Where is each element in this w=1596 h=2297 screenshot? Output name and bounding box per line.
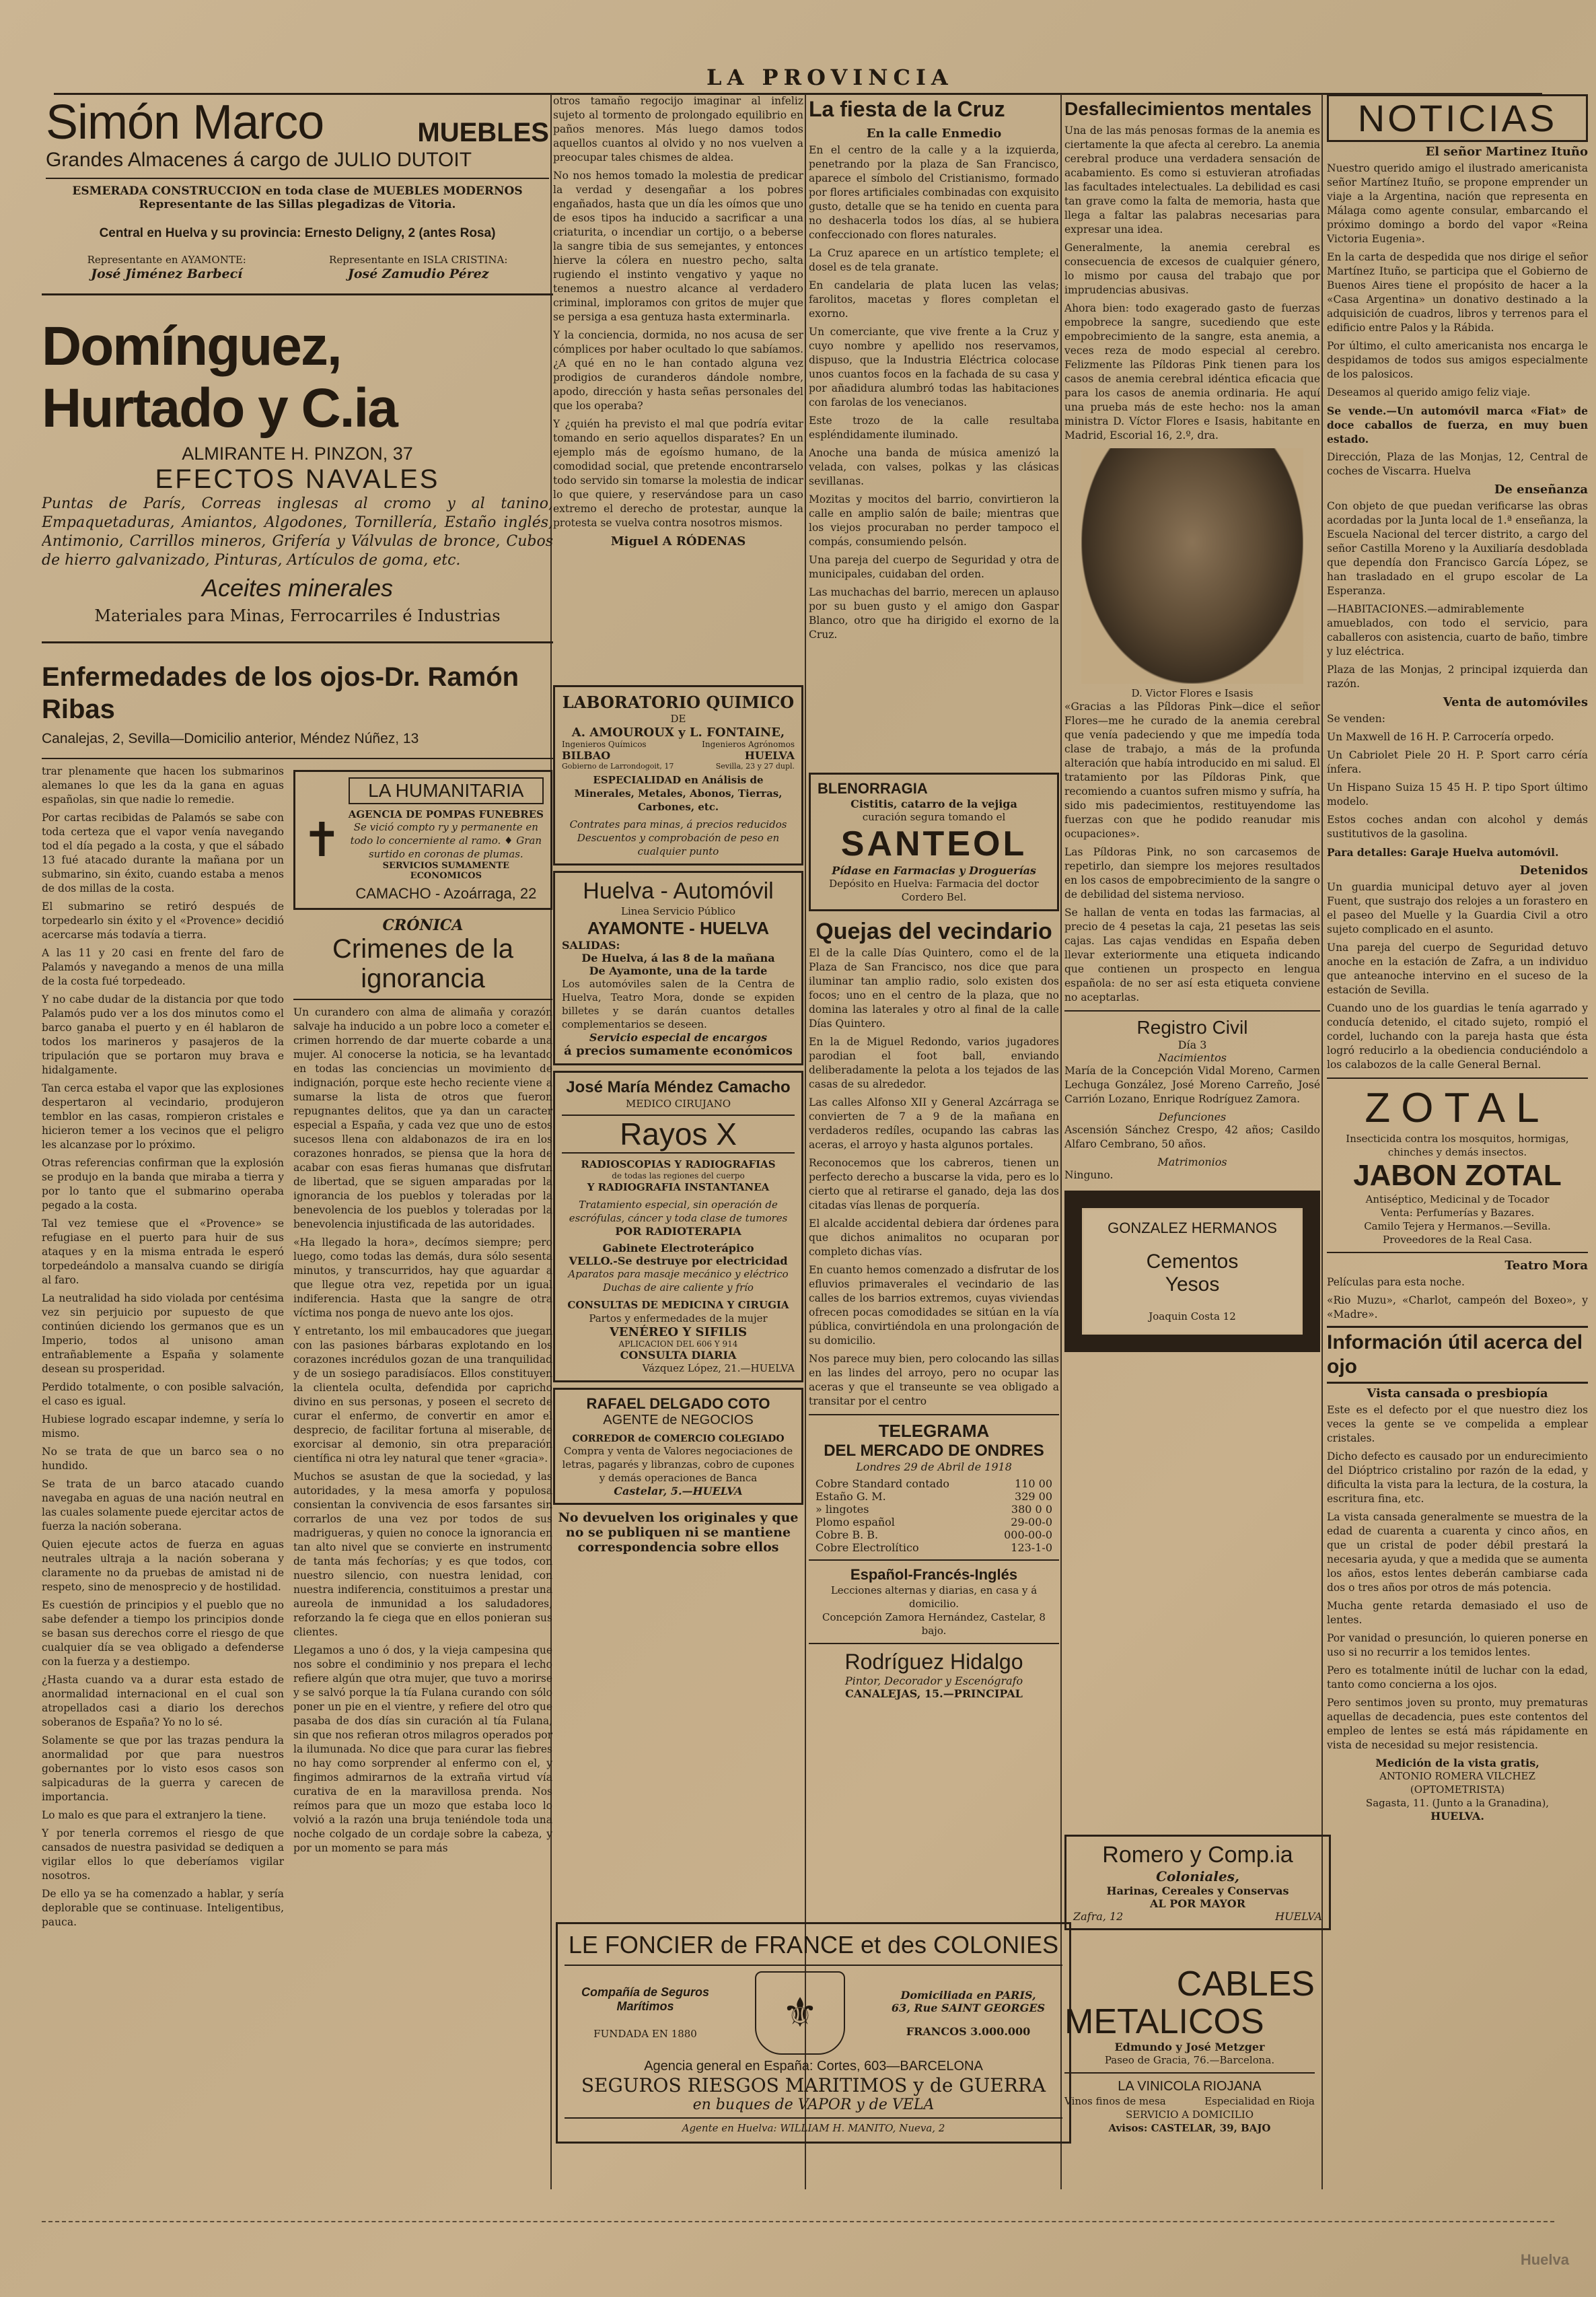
paragraph: El alcalde accidental debiera dar órdenes para que dichos animalitos no ocuparan por completo dichas vías. <box>809 1217 1059 1258</box>
santeol-cur: curación segura tomando el <box>862 811 1006 823</box>
humanitaria-name: LA HUMANITARIA <box>349 777 544 804</box>
paragraph: Llegamos a uno ó dos, y la vieja campesina que nos sobre el condiminio y nos prepara el lecho refiere algún que otra mujer, que tuvo a morirse y se salvó porque la tía Fulana curando con sólo poner un pie en el vientre, y refiere del otro que pasaba de dos días sin curación al tía Fulana, sin que nos refieran otros milagros operados por la ilumunada. No dice que para curar las fiebres no hay como sorprender al enfermo con el, y fingimos admirarnos de la extraña virtud vía curativa de en la maravillosa prenda. Nos reímos para que un mozo que estaba loco lo volvió a la razón una bruja teniéndole toda una noche colgado de un cordaje sobre la cabeza, y por un momento se para más <box>293 1644 552 1854</box>
paragraph: «Rio Muzu», «Charlot, campeón del Boxeo», y «Madre». <box>1327 1294 1588 1320</box>
vinicola-av: Avisos: CASTELAR, 39, BAJO <box>1108 2122 1271 2134</box>
paragraph: Dirección, Plaza de las Monjas, 12, Central de coches de Viscarra. Huelva <box>1327 451 1588 477</box>
gh-name: GONZALEZ HERMANOS <box>1108 1220 1277 1236</box>
auto-text: Los automóviles salen de la Centra de Huelva, Teatro Mora, donde se expiden billetes y se darán cuantos detalles complementarios se deseen. <box>562 978 795 1030</box>
paragraph: En la de Miguel Redondo, varios jugadores parodian el foot ball, enviando deliberadamente la pelota a los tejados de las casas de su alrededor. <box>809 1036 1059 1090</box>
quotes-table <box>815 1477 1052 1554</box>
foncier-dom: Domiciliada en PARIS, <box>900 1988 1036 2002</box>
article-provence <box>42 765 284 1934</box>
telegrama-date: Londres 29 de Abril de 1918 <box>856 1460 1012 1473</box>
quote-row <box>815 1477 1052 1490</box>
desf-title: Desfallecimientos mentales <box>1064 98 1312 119</box>
ad-simon-marco <box>42 94 553 284</box>
rafael-role: AGENTE de NEGOCIOS <box>603 1413 754 1427</box>
dominguez-addr: ALMIRANTE H. PINZON, 37 <box>182 444 413 464</box>
paragraph: Deseamos al querido amigo feliz viaje. <box>1327 386 1531 398</box>
quote-name: Cobre Standard contado <box>815 1477 950 1490</box>
romero-city: HUELVA <box>1275 1910 1322 1923</box>
cables-t2: METALICOS <box>1064 2002 1264 2041</box>
paragraph: Pero es totalmente inútil de luchar con la edad, tanto como concierna a los ojos. <box>1327 1664 1588 1691</box>
quote-name: Estaño G. M. <box>815 1490 886 1503</box>
column-rule <box>1060 94 1062 2189</box>
paragraph: Un Cabriolet Piele 20 H. P. Sport carro céría ínfera. <box>1327 749 1588 775</box>
paragraph: Lo malo es que para el extranjero la tiene. <box>42 1809 266 1821</box>
paragraph: —HABITACIONES.—admirablemente amueblados, con todo el servicio, para caballeros con asistencia, cuarto de baño, timbre y luz eléctrica. <box>1327 603 1588 658</box>
foncier-cap: FRANCOS 3.000.000 <box>906 2024 1031 2038</box>
ad-santeol <box>809 773 1059 911</box>
esp-lec: Lecciones alternas y diarias, en casa y á domicilio. <box>830 1584 1038 1610</box>
mendez-radio: RADIOSCOPIAS Y RADIOGRAFIAS <box>581 1158 776 1170</box>
medicion: Medición de la vista gratis, <box>1375 1757 1539 1769</box>
paragraph: Reconocemos que los cabreros, tienen un perfecto derecho a buscarse la vida, pero es lo cierto que al retirarse el ganado, deja las dos citadas vías llenas de porquería. <box>809 1157 1059 1211</box>
paragraph: Plaza de las Monjas, 2 principal izquierda dan razón. <box>1327 664 1588 690</box>
quote-row <box>815 1503 1052 1516</box>
paragraph: trar plenamente que hacen los submarinos alemanes lo que les da la gana en aguas españolas, sin que nadie lo remedie. <box>42 765 284 806</box>
paragraph: Las Píldoras Pink, no son carcasemos de repetirlo, dan siempre los mejores resultados en los casos de empobrecimiento de la sangre o de debilidad del sistema nervioso. <box>1064 846 1320 900</box>
telegrama-title: TELEGRAMA <box>878 1421 990 1441</box>
santeol-blen: BLENORRAGIA <box>818 780 928 797</box>
archive-stamp: Huelva <box>1520 2251 1569 2268</box>
optom-title: (OPTOMETRISTA) <box>1410 1783 1505 1796</box>
lab-sub: Ingenieros Agrónomos <box>702 740 795 749</box>
cross-icon: ✝ <box>302 812 342 868</box>
paragraph: No se trata de que un barco sea o no hundido. <box>42 1446 284 1472</box>
paragraph: No nos hemos tomado la molestia de predicar la verdad y desengañar a los pobres engañados, hasta que un día les oímos que uno de esos tipos ha inducido a sacrificar a una criaturita, o incendiar un cortijo, o a beberse la sangre tibia de sus semejantes, y entonces hierve la cólera en nuestro pecho, salta rugiendo el instinto vengativo y yaque no tenemos a nuestro alcance al verdadero criminal, imploramos con gritos de mujer que se persiga a esa gentuza hasta exterminarla. <box>553 170 803 323</box>
dominguez-aceites: Aceites minerales <box>201 574 394 602</box>
noticias-title: NOTICIAS <box>1327 94 1588 142</box>
rayos-title: Rayos X <box>562 1115 795 1154</box>
paragraph: Una de las más penosas formas de la anemia es ciertamente la que afecta al cerebro. La anemia cerebral produce una verdadera sensación de acabamiento. Es como si estuvieran atrofiadas las facultades intelectuales. La debilidad es casi tan grave como la falta de memoria, hasta que llega a faltar las palabras necesarias para expresar una idea. <box>1064 125 1320 236</box>
lab-addr: Gobierno de Larrondogoit, 17 <box>562 762 674 771</box>
ribas-title: Enfermedades de los ojos-Dr. Ramón Ribas <box>42 662 519 724</box>
lab-de: DE <box>670 713 686 725</box>
simon-marco-name: Simón Marco <box>46 96 324 149</box>
dominguez-title: EFECTOS NAVALES <box>155 464 440 494</box>
simon-line4: Central en Huelva y su provincia: Ernesto Deligny, 2 (antes Rosa) <box>99 226 496 240</box>
paragraph: Por vanidad o presunción, lo quieren ponerse en uso si no recurrir a los temidos lentes. <box>1327 1632 1588 1658</box>
mendez-aparatos: Aparatos para masaje mecánico y eléctrico Duchas de aire caliente y frío <box>568 1268 789 1294</box>
paragraph: En cuanto hemos comenzado a disfrutar de los efluvios primaverales el vecindario de las calles de los barrios extremos, cuyas viviendas ofrecen pocas comodidades se sitúan en la vía pública, convirtiéndola en una prolongación de su domicilio. <box>809 1264 1059 1347</box>
paragraph: Las muchachas del barrio, merecen un aplauso por su buen gusto y el amigo don Gaspar Blanco, otro que ha dirigido el exorno de la Cruz. <box>809 586 1059 641</box>
paragraph: «Gracias a las Píldoras Pink—dice el señor Flores—me he curado de la anemia cerebral que venía padeciendo y que me impedía toda clase de trabajo, a más de la profunda alteración que había introducido en mi salud. El tratamiento por las Píldoras Pink, que recomiendo a cuantos sufren mismo y sufría, ha sido mis padecimientos, restituyendome las fuerzas con que he podido reanudar mis ocupaciones». <box>1064 701 1320 840</box>
rodriguez-pintor: Pintor, Decorador y Escenógrafo <box>844 1674 1023 1687</box>
fiesta-title: La fiesta de la Cruz <box>809 97 1005 121</box>
auto-s1: De Huelva, á las 8 de la mañana <box>581 952 775 964</box>
paragraph: Y no cabe dudar de la distancia por que todo Palamós pudo ver a los dos minutos como el barco ganaba el puerto y en él hablaron de todos los marineros y pasajeros de la tripulación que se portaron muy brava e hidalgamente. <box>42 993 284 1076</box>
ad-laboratorio <box>553 685 803 865</box>
paragraph: Y la conciencia, dormida, no nos acusa de ser cómplices por haber ocultado lo que sabíamos. ¿A qué en no le han contado alguna vez prodigios de curanderos dándole nombre, apodo, dirección y hasta señas personales del que los operaba? <box>553 329 803 412</box>
lab-sub: Ingenieros Químicos <box>562 740 647 749</box>
lab-desc: Descuentos y comprobación de peso en cualquier punto <box>577 832 780 857</box>
foncier-seg: SEGUROS RIESGOS MARITIMOS y de GUERRA <box>581 2074 1046 2096</box>
gh-line2: Yesos <box>1165 1273 1220 1296</box>
quejas-title: Quejas del vecindario <box>815 919 1052 944</box>
jabon-text: Venta: Perfumerías y Bazares. <box>1380 1207 1535 1219</box>
paragraph: Generalmente, la anemia cerebral es consecuencia de excesos de cualquier género, lo mismo por causa del trabajo que por imprudencias abusivas. <box>1064 242 1320 296</box>
humanitaria-serv: SERVICIOS SUMAMENTE ECONOMICOS <box>382 861 510 881</box>
quote-price: 329 00 <box>1015 1490 1052 1503</box>
column-5 <box>1327 94 1588 2214</box>
paragraph: Pero sentimos joven su pronto, muy prematuras aquellas de decadencia, pues este contentos del empleo de lentes se está más rápidamente en vista de necesidad su mejor resistencia. <box>1327 1697 1588 1751</box>
auto-encargo: Servicio especial de encargos <box>589 1031 768 1044</box>
romero-zafra: Zafra, 12 <box>1073 1910 1124 1923</box>
paragraph: Películas para esta noche. <box>1327 1276 1465 1288</box>
mendez-consultas: CONSULTAS DE MEDICINA Y CIRUGIA <box>567 1299 789 1311</box>
paragraph: Se hallan de venta en todas las farmacias, al precio de 4 pesetas la caja, 21 pesetas las seis cajas. Las cajas vendidas en España deben llevar exteriormente una etiqueta indicando que contienen un prospecto en lengua española: de no ser así esta etiqueta conviene no aceptarlas. <box>1064 907 1320 1003</box>
no-devuelven-note: No devuelven los originales y que no se publiquen ni se mantiene correspondencia sobre ellos <box>558 1510 799 1555</box>
paragraph: Para detalles: Garaje Huelva automóvil. <box>1327 846 1559 859</box>
paragraph: El submarino se retiró después de torpedearlo sin éxito y el «Provence» decidió acercarse más todavía a tierra. <box>42 900 284 941</box>
mendez-vello: VELLO.-Se destruye por electricidad <box>569 1254 788 1267</box>
zotal-text: Insecticida contra los mosquitos, hormigas, chinches y demás insectos. <box>1346 1133 1569 1158</box>
cables-names: Edmundo y José Metzger <box>1114 2041 1265 2053</box>
paragraph: Y entretanto, los mil embaucadores que juegan con las pasiones bárbaras explotando en los corazones incrédulos gozan de una tranquilidad y de un sosiego paradisíacos. Ellos constituyen la clientela oculta, defendida por capricho divino en sus personas, y poseen el secreto de curar el enfermo, de convertir en amor el desprecio, de facilitar fortuna al miserable, de exorcisar al demonio, sin otra preparación científica ni otra ley natural que tener «gracia». <box>293 1325 552 1464</box>
ad-romero <box>1064 1835 1331 1930</box>
mendez-venereo: VENÉREO Y SIFILIS <box>609 1325 748 1339</box>
quote-name: Plomo español <box>815 1516 895 1528</box>
mendez-radio2: de todas las regiones del cuerpo <box>612 1171 745 1180</box>
paragraph: Es cuestión de principios y el pueblo que no sabe defender a tiempo los principios donde se basan sus derechos corre el riesgo de que cualquier día se vea obligado a defenderse con la fuerza y a destiempo. <box>42 1599 284 1668</box>
rafael-name: RAFAEL DELGADO COTO <box>586 1395 770 1412</box>
coat-of-arms-icon: ⚜ <box>755 1971 845 2055</box>
ad-gonzalez-hermanos <box>1064 1191 1320 1352</box>
ad-rafael-delgado <box>553 1388 803 1505</box>
vinicola-serv: SERVICIO A DOMICILIO <box>1125 2109 1254 2121</box>
column-1 <box>42 94 553 1934</box>
paragraph: Y por tenerla corremos el riesgo de que cansados de nuestra pasividad se dediquen a vigilar ellos lo que deberíamos vigilar nosotros. <box>42 1827 284 1882</box>
quote-price: 380 0 0 <box>1011 1503 1052 1516</box>
quote-row <box>815 1541 1052 1554</box>
paragraph: Estos coches andan con alcohol y demás sustitutivos de la gasolina. <box>1327 814 1588 840</box>
rep-label: Representante en ISLA CRISTINA: <box>329 254 508 266</box>
rep-label: Representante en AYAMONTE: <box>87 254 246 266</box>
ad-huelva-automovil <box>553 871 803 1065</box>
paragraph: Ascensión Sánchez Crespo, 42 años; Casildo Alfaro Cembrano, 50 años. <box>1064 1124 1320 1150</box>
paragraph: Ahora bien: todo exagerado gasto de fuerzas empobrece la sangre, sucediendo que este empobrecimiento de la sangre, esta anemia, a veces reza de modo especial al cerebro. Felizmente las Píldoras Pink tienen para los casos de anemia cerebral idéntica eficacia que para los casos de anemia ordinaria. He aquí una prueba más de este hecho: nos la aman ministra D. Víctor Flores e Isasis, habitante en Madrid, Escorial 16, 2.º, dra. <box>1064 302 1320 441</box>
simon-muebles: MUEBLES <box>417 118 549 147</box>
lab-city: BILBAO <box>562 749 611 762</box>
news-heading: Venta de automóviles <box>1443 695 1588 709</box>
rodriguez-addr: CANALEJAS, 15.—PRINCIPAL <box>845 1687 1023 1700</box>
paragraph: Tal vez temiese que el «Provence» se refugiase en el puerto para huir de sus ataques y en la misma entrada le esperó torpedeándolo a mansalva cuando se dirigía al faro. <box>42 1217 284 1286</box>
masthead: LA PROVINCIA <box>706 65 953 90</box>
paragraph: En el centro de la calle y a la izquierda, penetrando por la plaza de San Francisco, aparece el símbolo del Cristianismo, formado por flores artificiales combinadas con exquisito gusto, detalle que se ha tenido en cuenta para no deshacerla todos los días, al se hubiera confeccionado con flores naturales. <box>809 144 1059 241</box>
rafael-text: Compra y venta de Valores negociaciones de letras, pagarés y libranzas, cobro de cupones y demás operaciones de Banca <box>562 1445 795 1484</box>
paragraph: Por último, el culto americanista nos encarga le despidamos de todos sus amigos especialmente de los palosicos. <box>1327 340 1588 380</box>
foncier-title: LE FONCIER de FRANCE et des COLONIES <box>568 1931 1059 1958</box>
signature: Miguel A RÓDENAS <box>610 534 746 549</box>
paragraph: Solamente se que por las trazas pendura la anormalidad por que para nuestros gobernantes por lo visto esos casos son salpicaduras de la guerra y carecen de importancia. <box>42 1734 284 1803</box>
mendez-gab: Gabinete Electroterápico <box>602 1242 754 1254</box>
auto-salidas: SALIDAS: <box>562 939 620 952</box>
ad-foncier <box>556 1922 1071 2144</box>
paragraph: otros tamaño regocijo imaginar al infeliz sujeto al tormento de prolongado equilibrio en paños menores. Más luego damos todos aquellos cuantos al olvido y no nos vuelven a preocupar tales chismes de aldea. <box>553 95 803 164</box>
paragraph: De ello ya se ha comenzado a hablar, y sería deplorable que se continuase. Inteligentibus, pauca. <box>42 1888 284 1928</box>
jabon-title: JABON ZOTAL <box>1353 1159 1562 1192</box>
paragraph: Este es el defecto por el que nuestro diez los veces la gente se ve compelida a emplear cristales. <box>1327 1404 1588 1444</box>
column-3 <box>809 94 1059 700</box>
paragraph: Quien ejecute actos de fuerza en aguas neutrales ultraja a la nación soberana y claramente no da pruebas de amistad ni de respeto, sino de menosprecio y de hostilidad. <box>42 1539 284 1593</box>
paragraph: Ninguno. <box>1064 1169 1114 1181</box>
paragraph: Una pareja del cuerpo de Seguridad detuvo anoche en la estación de Zafra, a un individuo que anteanoche intervino en el suceso de la estación de Sevilla. <box>1327 942 1588 996</box>
paragraph: Tan cerca estaba el vapor que las explosiones despertaron al vecindario, produjeron temblor en las casas, rompieron cristales e hicieron temer a los vecinos que el peligro les alcanzase por lo próximo. <box>42 1082 284 1151</box>
paragraph: Por cartas recibidas de Palamós se sabe con toda certeza que el vapor venía navegando tod el día pegado a la costa, y que el sábado 13 fué atacado durante la mañana por un submarino, sin éxito, cuando estaba a menos de dos millas de la costa. <box>42 812 284 894</box>
paragraph: En candelaria de plata lucen las velas; farolitos, macetas y flores completan el exorno. <box>809 279 1059 320</box>
paragraph: Un guardia municipal detuvo ayer al joven Fuent, que sustrajo dos relojes a un forastero en el paseo del Muelle y la Guardia Civil a otro sujeto complicado en el asunto. <box>1327 881 1588 935</box>
paragraph: Hubiese logrado escapar indemne, y sería lo mismo. <box>42 1413 284 1440</box>
santeol-dep: Depósito en Huelva: Farmacia del doctor Cordero Bel. <box>829 878 1039 903</box>
paragraph: Mucha gente retarda demasiado el uso de lentes. <box>1327 1600 1588 1626</box>
ad-ribas <box>42 649 553 752</box>
dominguez-text: Puntas de París, Correas inglesas al cromo y al tanino, Empaquetaduras, Amiantos, Algodones, Tornillería, Estaño inglés, Antimonio, Carrillos mineros, Grifería y Válvulas de bronce, Cubos de hierro galvanizado, Pinturas, Artículos de goma, etc. <box>42 495 553 569</box>
romero-name: Romero y Comp.ia <box>1102 1842 1293 1868</box>
lab-esp: ESPECIALIDAD en Análisis de Minerales, Metales, Abonos, Tierras, Carbones, etc. <box>574 774 783 813</box>
paragraph: María de la Concepción Vidal Moreno, Carmen Lechuga González, José Moreno Carreño, José Carrión Lozano, Enrique Rodríguez Zamora. <box>1064 1065 1320 1105</box>
auto-s2: De Ayamonte, una de la tarde <box>589 964 768 977</box>
mendez-por: POR RADIOTERAPIA <box>615 1225 741 1238</box>
humanitaria-addr: CAMACHO - Azoárraga, 22 <box>355 885 537 902</box>
paragraph: Perdido totalmente, o con posible salvación, el caso es igual. <box>42 1381 284 1407</box>
esp-title: Español-Francés-Inglés <box>850 1566 1018 1583</box>
paragraph: Se venden: <box>1327 713 1385 725</box>
quote-price: 123-1-0 <box>1011 1541 1052 1554</box>
paragraph: Las calles Alfonso XII y General Azcárraga se convierten de 7 a 9 de la mañana en verdaderos redíles, ocupando las cabras las aceras, el arroyo y hasta algunos portales. <box>809 1096 1059 1151</box>
cables-t1: CABLES <box>1176 1965 1315 2004</box>
registro-title: Registro Civil <box>1136 1017 1248 1038</box>
paragraph: Anoche una banda de música amenizó la velada, con valses, polkas y las clásicas sevillanas. <box>809 447 1059 487</box>
foncier-agencia: Agencia general en España: Cortes, 603—BARCELONA <box>644 2059 983 2074</box>
news-heading: Detenidos <box>1519 863 1588 878</box>
ad-cables <box>1064 1965 1315 2135</box>
registro-def-h: Defunciones <box>1158 1110 1227 1123</box>
cronica-label: CRÓNICA <box>382 917 464 934</box>
optom-name: ANTONIO ROMERA VILCHEZ <box>1379 1770 1535 1782</box>
portrait-caption: D. Victor Flores e Isasis <box>1131 687 1254 699</box>
paragraph: Un Maxwell de 16 H. P. Carrocería orpedo. <box>1327 731 1554 743</box>
quote-row <box>815 1528 1052 1541</box>
ad-dominguez <box>42 301 553 629</box>
paragraph: Cuando uno de los guardias le tenía agarrado y conducía detenido, el citado sujeto, rompió el cordel, luchando con la pareja hasta que ésta logró reducirlo a la obediencia conduciéndolo a los calabozos de la calle General Bernal. <box>1327 1002 1588 1071</box>
quote-price: 29-00-0 <box>1011 1516 1052 1528</box>
romero-har: Harinas, Cereales y Conservas <box>1106 1884 1289 1897</box>
romero-col: Coloniales, <box>1156 1868 1239 1884</box>
column-3b <box>809 767 1059 1700</box>
esp-conc: Concepción Zamora Hernández, Castelar, 8 bajo. <box>822 1611 1046 1637</box>
paragraph: Se vende.—Un automóvil marca «Fiat» de doce caballos de fuerza, en muy buen estado. <box>1327 404 1588 446</box>
paragraph: La vista cansada generalmente se muestra de la edad de cuarenta a cuarenta y cinco años, en que un cristal de poder débil prestará la necesaria ayuda, y que a medida que se aumenta los años, estos lentes deberán cambiarse cada dos o tres años por otros de más potencia. <box>1327 1511 1588 1594</box>
mendez-aplic: APLICACION DEL 606 Y 914 <box>618 1339 738 1349</box>
paragraph: Una pareja del cuerpo de Seguridad y otra de municipales, cuidaban del orden. <box>809 554 1059 580</box>
paragraph: «Ha llegado la hora», decímos siempre; pero luego, como todas las demás, dura sólo sesenta minutos, y transcurridos, hay que aguardar a que llegue otra vez, repetida por un igual indiferencia. Hasta que la sangre de otra víctima nos ponga de nuevo ante los ojos. <box>293 1236 552 1319</box>
column-2 <box>553 94 803 606</box>
ribas-addr: Canalejas, 2, Sevilla—Domicilio anterior, Méndez Núñez, 13 <box>42 731 419 746</box>
paragraph: Con objeto de que puedan verificarse las obras acordadas por la Junta local de 1.ª enseñanza, la Escuela Nacional del tercer distrito, a cargo del señor Castilla Moreno y la Auxiliaría desdoblada que dependía don Francisco García López, se han trasladado en el grupo escolar de La Esperanza. <box>1327 500 1588 597</box>
optom-city: HUELVA. <box>1430 1810 1484 1823</box>
mendez-trat: Tratamiento especial, sin operación de escrófulas, cáncer y toda clase de tumores <box>569 1199 788 1224</box>
paragraph: Y ¿quién ha previsto el mal que podría evitar tomando en serio aquellos disparates? En un ejemplo más de egoísmo humano, de la comodidad social, que pretende encontrarselo todo servido sin tomarse la molestia de indicar lo que quiere, y reservándose para un caso extremo el derecho de protestar, aunque la protesta se vuelva contra nosotros mismos. <box>553 418 803 529</box>
news-heading: Teatro Mora <box>1504 1259 1588 1273</box>
info-ojo-title: Información útil acerca del ojo <box>1327 1326 1588 1384</box>
quote-name: Cobre B. B. <box>815 1528 879 1541</box>
paragraph: Se trata de un barco atacado cuando navegaba en aguas de una nación neutral en las cuales solamente puede ejercitar actos de fuerza la nación soberana. <box>42 1478 284 1532</box>
registro-dia: Día 3 <box>1177 1038 1207 1051</box>
cables-addr: Paseo de Gracia, 76.—Barcelona. <box>1104 2054 1275 2066</box>
mendez-partos: Partos y enfermedades de la mujer <box>589 1312 768 1324</box>
gh-addr: Joaquin Costa 12 <box>1149 1310 1236 1322</box>
ad-mendez-camacho <box>553 1071 803 1382</box>
rep-name: José Zamudio Pérez <box>347 267 489 281</box>
auto-line: Linea Servicio Público <box>621 905 735 917</box>
lab-title: LABORATORIO QUIMICO <box>562 693 795 712</box>
fiesta-sub: En la calle Enmedio <box>866 127 1002 141</box>
paragraph: La Cruz aparece en un artístico templete; el dosel es de tela granate. <box>809 247 1059 273</box>
dominguez-materiales: Materiales para Minas, Ferrocarriles é Industrias <box>94 606 501 625</box>
optom-addr: Sagasta, 11. (Junto a la Granadina), <box>1365 1797 1550 1809</box>
vista-title: Vista cansada o presbiopía <box>1367 1386 1548 1401</box>
foncier-fund: FUNDADA EN 1880 <box>593 2028 697 2040</box>
column-rule <box>805 94 806 2189</box>
vinicola-v: Vinos finos de mesa <box>1064 2095 1166 2107</box>
portrait-image <box>1081 448 1303 684</box>
footer-rule <box>42 2221 1554 2249</box>
paragraph: Nos parece muy bien, pero colocando las sillas en las lindes del arroyo, pero no ocupar las aceras y que el transeunte se vea obligado a transitar por el centro <box>809 1353 1059 1407</box>
mendez-name: José María Méndez Camacho <box>566 1078 791 1096</box>
rodriguez-title: Rodríguez Hidalgo <box>844 1650 1023 1674</box>
jabon-text: Proveedores de la Real Casa. <box>1383 1234 1532 1246</box>
lab-names: A. AMOUROUX y L. FONTAINE, <box>571 726 785 740</box>
registro-mat-h: Matrimonios <box>1157 1156 1227 1168</box>
paragraph: Este trozo de la calle resultaba espléndidamente iluminado. <box>809 415 1059 441</box>
auto-title: Huelva - Automóvil <box>583 878 774 904</box>
rafael-addr: Castelar, 5.—HUELVA <box>614 1485 743 1497</box>
rep-name: José Jiménez Barbecí <box>91 267 243 281</box>
foncier-agente: Agente en Huelva: WILLIAM H. MANITO, Nueva, 2 <box>565 2117 1062 2135</box>
jabon-text: Camilo Tejera y Hermanos.—Sevilla. <box>1364 1220 1551 1232</box>
quote-row <box>815 1490 1052 1503</box>
news-heading: De enseñanza <box>1494 483 1588 497</box>
zotal-title: ZOTAL <box>1365 1085 1550 1131</box>
registro-nac-h: Nacimientos <box>1158 1051 1227 1064</box>
santeol-pid: Pídase en Farmacias y Droguerías <box>832 864 1036 877</box>
auto-precios: á precios sumamente económicos <box>564 1044 793 1058</box>
dominguez-name: Domínguez, Hurtado y C.ia <box>42 316 397 439</box>
simon-line2: ESMERADA CONSTRUCCION en toda clase de MUEBLES MODERNOS <box>72 184 523 198</box>
paragraph: El de la calle Días Quintero, como el de la Plaza de San Francisco, nos dice que para iluminar tan amplio radio, solo existen dos focos; uno en el centro de la plaza, que no domina las laterales y otro al final de la calle Días Quintero. <box>809 947 1059 1030</box>
news-heading: El señor Martinez Ituño <box>1425 145 1588 159</box>
quote-name: » lingotes <box>815 1503 869 1516</box>
column-4 <box>1064 94 1320 1844</box>
paragraph: Mozitas y mocitos del barrio, convirtieron la calle en amplio salón de baile; mientras que los viejos procuraban no perder tampoco el compás, consumiendo pelsón. <box>809 493 1059 548</box>
jabon-text: Antiséptico, Medicinal y de Tocador <box>1365 1193 1550 1205</box>
foncier-buques: en buques de VAPOR y de VELA <box>692 2096 935 2113</box>
paragraph: Otras referencias confirman que la explosión se produjo en la banda que miraba a tierra y por lo tanto que el submarino operaba pegado a la costa. <box>42 1157 284 1211</box>
santeol-cist: Cistitis, catarro de la vejiga <box>850 798 1017 810</box>
paragraph: Un Hispano Suiza 15 45 H. P. tipo Sport último modelo. <box>1327 781 1588 808</box>
paragraph: Muchos se asustan de que la sociedad, y las autoridades, y la mesa amorfa y populosa consientan la convivencia de esos farsantes sin corrarlos de una vez por todos de sus madrigueras, y quien no conoce la ignorancia en tan alto nivel que se convierte en instrumento de tanta más fechorías; y es que todos, con nuestro silencio, con nuestra lenidad, con nuestra indiferencia, constituimos a prestar una aureola de inmunidad a los saludadores, reforzando la fe ciega que en ellos ponieran sus clientes. <box>293 1471 552 1638</box>
quote-name: Cobre Electrolítico <box>815 1541 919 1554</box>
crimenes-title: Crimenes de la ignorancia <box>332 934 513 993</box>
ads-column-2 <box>553 680 803 1555</box>
simon-line1: Grandes Almacenes á cargo de JULIO DUTOIT <box>46 149 472 171</box>
paragraph: Un comerciante, que vive frente a la Cruz y cuyo nombre y apellido nos reservamos, dispuso, que la Industria Eléctrica colocase unos cuantos focos en la fachada de su casa y por añadidura alumbró todas las habitaciones con farolas de los venecianos. <box>809 326 1059 409</box>
paragraph: Nuestro querido amigo el ilustrado americanista señor Martínez Ituño, se propone emprender un viaje a la Argentina, nación que representa en Málaga como agente consular, embarcando el próximo domingo a bordo del vapor «Reina Victoria Eugenia». <box>1327 162 1588 245</box>
lab-addr: Sevilla, 23 y 27 dupl. <box>715 762 795 771</box>
quote-price: 000-00-0 <box>1004 1528 1052 1541</box>
lab-city: HUELVA <box>744 749 795 762</box>
paragraph: A las 11 y 20 casi en frente del faro de Palamós y navegando a menos de una milla de la costa fué torpedeado. <box>42 947 284 987</box>
paragraph: La neutralidad ha sido violada por centésima vez sin perjuicio por supuesto de que continúen diciendo los germanos que es un Imperio, todos al unisono aman entrañablemente a España y solamente desean su prosperidad. <box>42 1292 284 1375</box>
lab-contr: Contrates para minas, á precios reducidos <box>569 818 787 831</box>
santeol-name: SANTEOL <box>840 824 1027 863</box>
paragraph: Un curandero con alma de alimaña y corazón salvaje ha inducido a un pobre loco a cometer el crimen horrendo de dar muerte cobarde a una mujer. Al conocerse la noticia, se ha levantado en todas las conciencias un movimiento de indignación, porque este hecho reciente viene a sumarse la lista de otros que fueron repugnantes delitos, que ya dan un caracter especial a España, y cada vez que uno de estos sucesos llena con aldabonazos de ira en los corazones honrados, se piensa que la hora de acabar con esas fieras humanas que disfrutan de libertad, que se siguen amparadas por la ignorancia de los pueblos y toleradas por la benevolencia de los pueblos y toleradas por la benevolencia injustificada de las autoridades. <box>293 1006 552 1230</box>
simon-line3: Representante de las Sillas plegadizas de Vitoria. <box>139 198 456 211</box>
romero-mayor: AL POR MAYOR <box>1149 1897 1246 1910</box>
mendez-diaria: CONSULTA DIARIA <box>620 1349 737 1362</box>
quote-row <box>815 1516 1052 1528</box>
mendez-role: MEDICO CIRUJANO <box>625 1098 731 1110</box>
humanitaria-sub: AGENCIA DE POMPAS FUNEBRES <box>348 808 544 820</box>
auto-route: AYAMONTE - HUELVA <box>587 918 770 938</box>
ad-humanitaria <box>293 770 552 910</box>
gh-line1: Cementos <box>1146 1250 1239 1273</box>
foncier-cia: Compañía de Seguros Marítimos <box>581 1985 710 2013</box>
rafael-corr: CORREDOR de COMERCIO COLEGIADO <box>572 1434 785 1444</box>
quote-price: 110 00 <box>1015 1477 1052 1490</box>
vinicola-esp: Especialidad en Rioja <box>1204 2095 1315 2107</box>
paragraph: ¿Hasta cuando va a durar esta estado de anormalidad internacional en el cual son atropellados casi a diario los derechos soberanos de España? Yo no lo sé. <box>42 1674 284 1728</box>
mendez-addr: Vázquez López, 21.—HUELVA <box>642 1362 795 1374</box>
mendez-radio3: Y RADIOGRAFIA INSTANTANEA <box>587 1181 770 1193</box>
foncier-rue: 63, Rue SAINT GEORGES <box>891 2001 1046 2014</box>
telegrama-sub: DEL MERCADO DE ONDRES <box>824 1442 1044 1460</box>
paragraph: Dicho defecto es causado por un endurecimiento del Dióptrico cristalino por razón de la edad, y dificulta la vista para la lectura, de la costura, la escritura fina, etc. <box>1327 1450 1588 1505</box>
paragraph: En la carta de despedida que nos dirige el señor Martínez Ituño, se participa que el Gobierno de Buenos Aires tiene el propósito de hacer a la «Casa Argentina» un donativo destinado a la adquisición de cuadros, libros y terrenos para el edificio entre Palos y la Rábida. <box>1327 251 1588 334</box>
vinicola-name: LA VINICOLA RIOJANA <box>1118 2079 1262 2094</box>
humanitaria-text: Se vició compto ry y permanente en todo lo concerniente al ramo. ♦ Gran surtido en coronas de plumas. <box>350 821 542 860</box>
